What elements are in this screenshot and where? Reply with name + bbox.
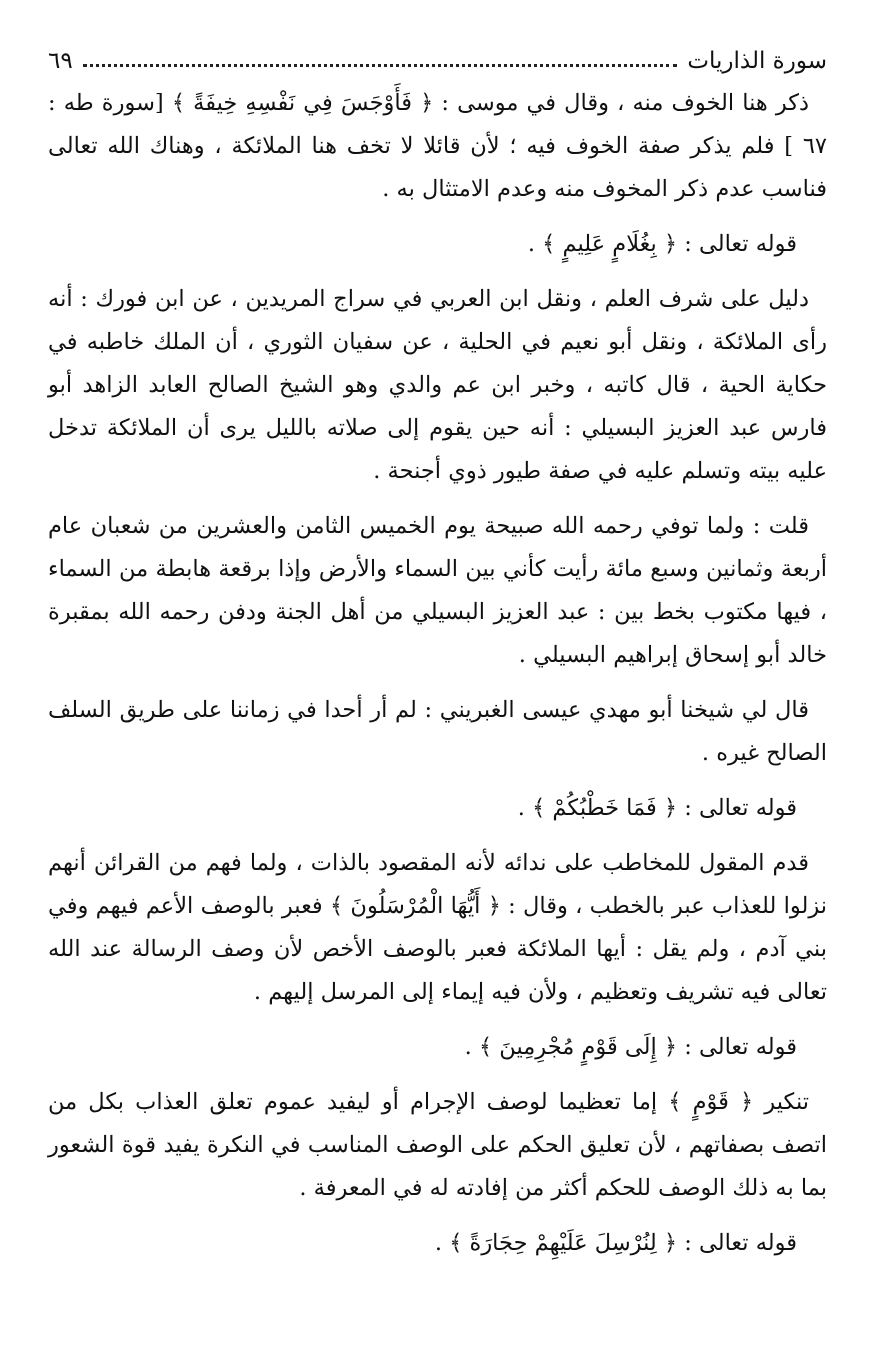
dotted-leader [83, 64, 678, 67]
paragraph-muqaddam-al-maqul: قدم المقول للمخاطب على ندائه لأنه المقصود بالذات ، ولما فهم من القرائن أنهم نزلوا للعذاب عبر بالخطب ، وقال : ﴿ أَيُّهَا الْمُرْسَلُونَ ﴾ فعبر بالوصف الأعم فيهم وفي بني آدم ، ولم يقل : أيها الملائكة فعبر بالوصف الأخص لأن وصف الرسالة عند الله تعالى فيه تشريف وتعظيم ، ولأن فيه إيماء إلى المرسل إليهم . [48, 850, 827, 1005]
surah-title: سورة الذاريات [687, 48, 827, 74]
paragraph-sharaf-al-ilm: دليل على شرف العلم ، ونقل ابن العربي في سراج المريدين ، عن ابن فورك : أنه رأى الملائكة ، ونقل أبو نعيم في الحلية ، عن سفيان الثوري ، أن الملك خاطبه في حكاية الحية ، قال كاتبه ، وخبر ابن عم والدي وهو الشيخ الصالح العابد الزاهد أبو فارس عبد العزيز البسيلي : أنه حين يقوم إلى صلاته بالليل يرى أن الملائكة تدخل عليه بيته وتسلم عليه في صفة طيور ذوي أجنحة . [48, 286, 827, 484]
verse-fama-khatbukum: قوله تعالى : ﴿ فَمَا خَطْبُكُمْ ﴾ . [517, 795, 797, 821]
verse-qawmin-mujrimin: قوله تعالى : ﴿ إِلَى قَوْمٍ مُجْرِمِينَ ﴾ . [464, 1034, 797, 1060]
page-body [48, 82, 827, 1265]
verse-linursila: قوله تعالى : ﴿ لِنُرْسِلَ عَلَيْهِمْ حِجَارَةً ﴾ . [434, 1230, 797, 1256]
paragraph-ghubrini: قال لي شيخنا أبو مهدي عيسى الغبريني : لم أر أحدا في زماننا على طريق السلف الصالح غيره . [48, 697, 827, 766]
paragraph-khawf: ذكر هنا الخوف منه ، وقال في موسى : ﴿ فَأَوْجَسَ فِي نَفْسِهِ خِيفَةً ﴾ [سورة طه : ٦٧ ] فلم يذكر صفة الخوف فيه ؛ لأن قائلا لا تخف هنا الملائكة ، وهناك الله تعالى فناسب عدم ذكر المخوف منه وعدم الامتثال به . [48, 90, 827, 202]
verse-ghulam-alim: قوله تعالى : ﴿ بِغُلَامٍ عَلِيمٍ ﴾ . [527, 231, 797, 257]
paragraph-tankir: تنكير ﴿ قَوْمٍ ﴾ إما تعظيما لوصف الإجرام أو ليفيد عموم تعلق العذاب بكل من اتصف بصفاتهم ، لأن تعليق الحكم على الوصف المناسب في النكرة يفيد قوة الشعور بما به ذلك الوصف للحكم أكثر من إفادته له في المعرفة . [48, 1089, 827, 1201]
paragraph-qultu: قلت : ولما توفي رحمه الله صبيحة يوم الخميس الثامن والعشرين من شعبان عام أربعة وثمانين وسبع مائة رأيت كأني بين السماء والأرض وإذا برقعة هابطة من السماء ، فيها مكتوب بخط بين : عبد العزيز البسيلي من أهل الجنة ودفن رحمه الله بمقبرة خالد أبو إسحاق إبراهيم البسيلي . [48, 513, 827, 668]
page-header [48, 44, 827, 78]
page-number: ٦٩ [48, 48, 73, 74]
